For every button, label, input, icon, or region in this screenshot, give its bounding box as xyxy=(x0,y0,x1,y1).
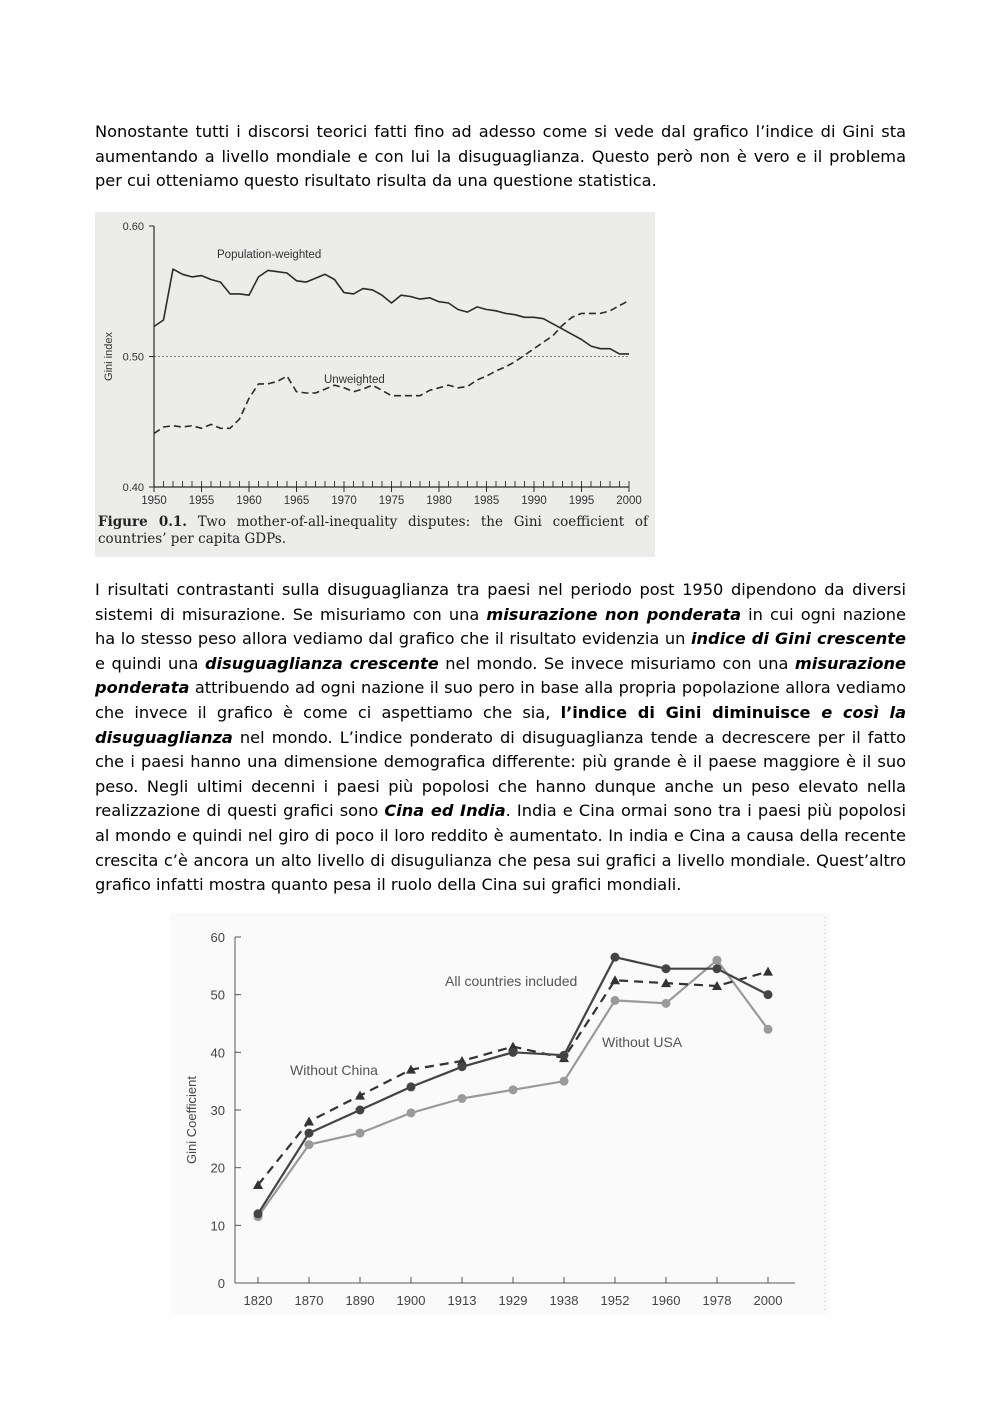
x-tick-label: 1952 xyxy=(600,1293,630,1308)
series-line-unweighted xyxy=(154,300,629,433)
figure-gini-1820-2000 xyxy=(170,913,830,1315)
gini-index-line-chart xyxy=(95,212,655,512)
series-line-all-countries xyxy=(258,972,768,1185)
x-tick-label: 1975 xyxy=(378,495,405,507)
x-tick-label: 1978 xyxy=(702,1293,732,1308)
data-point-without-china xyxy=(662,964,671,973)
data-point-without-china xyxy=(713,964,722,973)
x-tick-label: 1870 xyxy=(294,1293,324,1308)
data-point-without-usa xyxy=(305,1140,314,1149)
x-tick-label: 1955 xyxy=(188,495,215,507)
data-point-without-usa xyxy=(764,1025,773,1034)
emphasis-inequality-decreasing: e così la disuguaglianza xyxy=(95,702,906,747)
emphasis-inequality-growing: disuguaglianza crescente xyxy=(204,653,439,673)
data-point-without-usa xyxy=(662,999,671,1008)
x-tick-label: 1995 xyxy=(568,495,595,507)
emphasis-weighted: misurazione ponderata xyxy=(95,653,906,698)
data-point-without-china xyxy=(458,1062,467,1071)
y-tick-label: 20 xyxy=(210,1160,225,1176)
text-segment: in cui ogni nazione ha lo stesso peso allora vediamo dal grafico che il risultato evidenzia un xyxy=(95,604,906,649)
data-point-without-usa xyxy=(713,956,722,965)
emphasis-gini-decreasing: l’indice di Gini diminuisce xyxy=(560,702,811,722)
data-point-all-countries xyxy=(610,975,620,984)
x-tick-label: 1938 xyxy=(549,1293,579,1308)
x-tick-label: 1950 xyxy=(141,495,167,507)
gini-coefficient-line-chart xyxy=(170,913,830,1315)
y-axis-label: Gini index xyxy=(103,332,115,381)
emphasis-gini-growing: indice di Gini crescente xyxy=(690,629,906,649)
x-tick-label: 1980 xyxy=(426,495,452,507)
x-tick-label: 1929 xyxy=(498,1293,528,1308)
data-point-without-china xyxy=(254,1209,263,1218)
data-point-without-china xyxy=(764,990,773,999)
y-tick-label: 50 xyxy=(210,987,225,1003)
data-point-without-china xyxy=(611,953,620,962)
series-label-without-usa: Without USA xyxy=(602,1034,683,1050)
figure-caption-text: Two mother-of-all-inequality disputes: the Gini coefficient of countries’ per capita GDPs. xyxy=(98,514,649,547)
data-point-without-usa xyxy=(611,996,620,1005)
y-tick-label: 10 xyxy=(210,1218,225,1234)
x-tick-label: 2000 xyxy=(616,495,642,507)
text-segment: attribuendo ad ogni nazione il suo pero in base alla propria popolazione allora vediamo che invece il grafico è come ci aspettiamo che sia, xyxy=(95,678,906,722)
x-tick-label: 1913 xyxy=(447,1293,477,1308)
y-tick-label: 60 xyxy=(210,930,225,945)
y-axis-label: Gini Coefficient xyxy=(184,1076,199,1164)
data-point-without-china xyxy=(356,1106,365,1115)
series-label-all-countries: All countries included xyxy=(445,973,578,989)
x-tick-label: 1960 xyxy=(236,495,262,507)
series-label-without-china: Without China xyxy=(290,1062,378,1078)
x-tick-label: 1985 xyxy=(473,495,500,507)
x-tick-label: 1990 xyxy=(521,495,547,507)
x-tick-label: 1965 xyxy=(283,495,310,507)
text-segment: I risultati contrastanti sulla disuguaglianza tra paesi nel periodo post 1950 dipendono da diversi sistemi di misurazione. Se misuriamo con una xyxy=(95,580,906,624)
emphasis-unweighted: misurazione non ponderata xyxy=(486,604,742,624)
figure-caption xyxy=(98,514,648,548)
y-tick-label: 0 xyxy=(217,1276,225,1291)
x-tick-label: 2000 xyxy=(753,1293,783,1308)
x-tick-label: 1890 xyxy=(345,1293,375,1308)
figure-caption-label: Figure 0.1. xyxy=(98,514,188,530)
text-segment: nel mondo. L’indice ponderato di disuguaglianza tende a decrescere per il fatto che i paesi hanno una dimensione demografica differente: più grande è il paese maggiore è il suo peso. Negli ultimi decenni i paesi più popolosi che hanno dunque anche un peso elevato nella realizzazione di questi grafici sono xyxy=(95,727,906,821)
data-point-all-countries xyxy=(304,1117,314,1126)
x-tick-label: 1820 xyxy=(243,1293,273,1308)
intro-paragraph: Nonostante tutti i discorsi teorici fatti fino ad adesso come si vede dal grafico l’indice di Gini sta aumentando a livello mondiale e con lui la disuguaglianza. Questo però non è vero e il problema per cui otteniamo questo risultato risulta da una questione statistica. xyxy=(95,122,906,191)
x-tick-label: 1900 xyxy=(396,1293,426,1308)
y-tick-label: 0.60 xyxy=(122,221,144,233)
series-label-population-weighted: Population-weighted xyxy=(217,249,322,261)
series-label-unweighted: Unweighted xyxy=(324,374,385,386)
data-point-all-countries xyxy=(763,967,773,976)
data-point-without-china xyxy=(560,1051,569,1060)
emphasis-china-india: Cina ed India xyxy=(384,801,506,821)
x-tick-label: 1960 xyxy=(651,1293,681,1308)
data-point-without-china xyxy=(305,1129,314,1138)
x-tick-label: 1970 xyxy=(331,495,357,507)
series-line-population-weighted xyxy=(154,269,629,354)
y-tick-label: 0.50 xyxy=(122,351,144,364)
text-segment: . India e Cina ormai sono tra i paesi più popolosi al mondo e quindi nel giro di poco il loro reddito è aumentato. In india e Cina a causa della recente crescita c’è ancora un alto livello di disugulianza che pesa sui grafici a livello mondiale. Quest’altro grafico infatti mostra quanto pesa il ruolo della Cina sui grafici mondiali. xyxy=(95,801,906,895)
data-point-without-usa xyxy=(356,1129,365,1138)
data-point-without-usa xyxy=(458,1094,467,1103)
y-tick-label: 0.40 xyxy=(122,482,144,494)
data-point-without-usa xyxy=(407,1108,416,1117)
text-segment: e quindi una xyxy=(95,653,205,673)
data-point-without-china xyxy=(509,1048,518,1057)
y-tick-label: 30 xyxy=(210,1103,225,1118)
data-point-all-countries xyxy=(355,1091,365,1100)
analysis-paragraph xyxy=(95,578,906,898)
data-point-without-usa xyxy=(509,1085,518,1094)
data-point-without-usa xyxy=(560,1077,569,1086)
text-segment: nel mondo. Se invece misuriamo con una xyxy=(438,653,795,673)
data-point-without-china xyxy=(407,1082,416,1091)
y-tick-label: 40 xyxy=(210,1045,225,1061)
figure-gini-1950-2000 xyxy=(95,212,655,557)
